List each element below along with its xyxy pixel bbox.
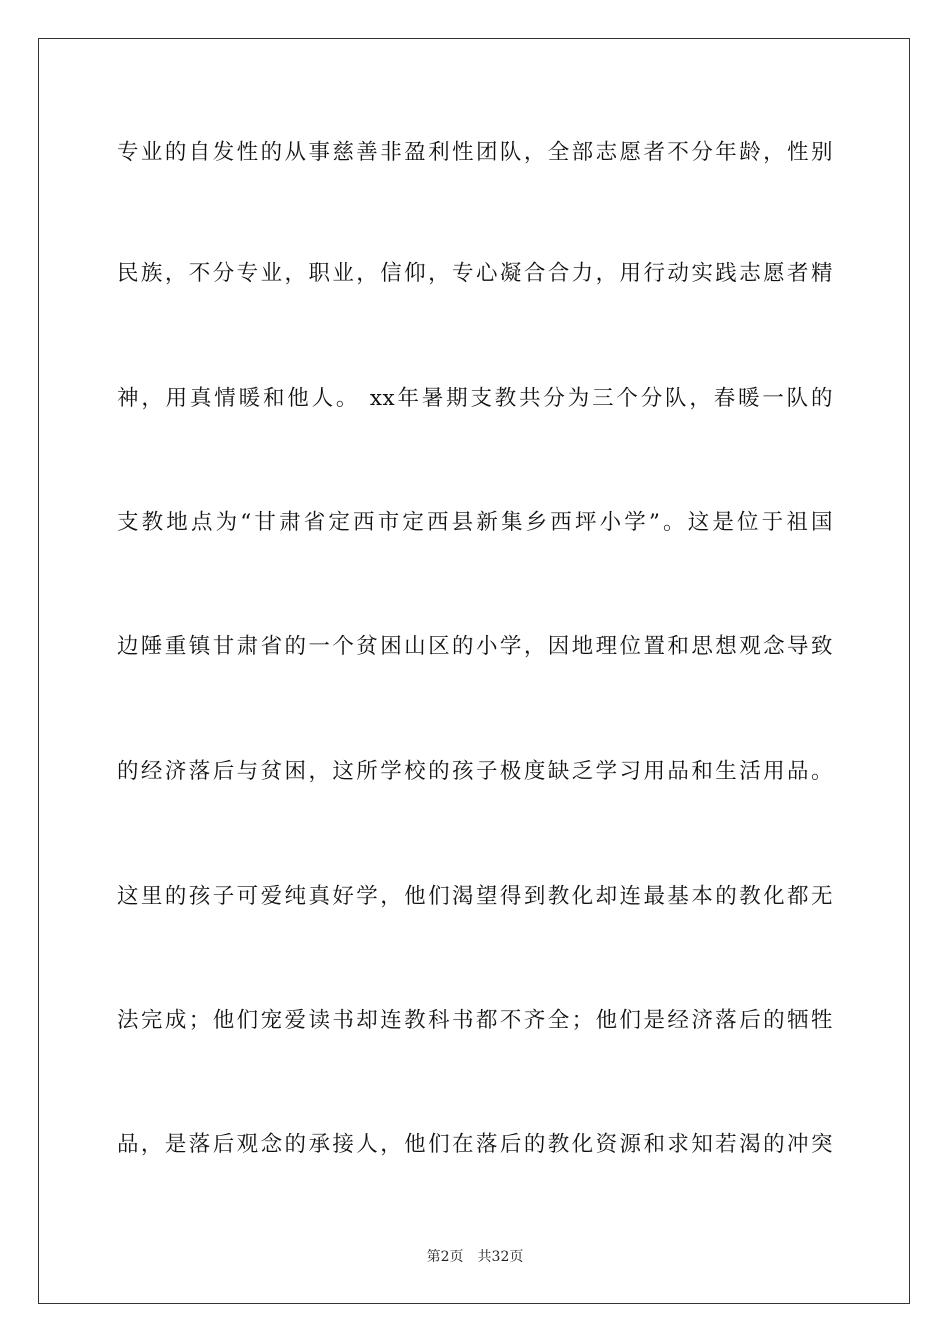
body-text-line: 品，是落后观念的承接人，他们在落后的教化资源和求知若渴的冲突: [117, 1132, 833, 1157]
page-number-current: 第2页: [426, 1249, 464, 1265]
page-border: [38, 38, 910, 1304]
body-text-line: 民族，不分专业，职业，信仰，专心凝合合力，用行动实践志愿者精: [117, 261, 833, 286]
body-text-line: 边陲重镇甘肃省的一个贫困山区的小学，因地理位置和思想观念导致: [117, 634, 833, 659]
body-text-line: 神，用真情暖和他人。 xx年暑期支教共分为三个分队，春暖一队的: [117, 386, 833, 411]
body-text-line: 的经济落后与贫困，这所学校的孩子极度缺乏学习用品和生活用品。: [117, 759, 833, 784]
page-footer: [0, 1248, 950, 1266]
body-text-line: 法完成；他们宠爱读书却连教科书都不齐全；他们是经济落后的牺牲: [117, 1008, 833, 1033]
page-number-total: 共32页: [477, 1249, 524, 1265]
body-text-line: 这里的孩子可爱纯真好学，他们渴望得到教化却连最基本的教化都无: [117, 884, 833, 909]
body-text-line: 专业的自发性的从事慈善非盈利性团队，全部志愿者不分年龄，性别: [117, 140, 833, 165]
body-text-line: 支教地点为“甘肃省定西市定西县新集乡西坪小学”。这是位于祖国: [117, 510, 833, 535]
